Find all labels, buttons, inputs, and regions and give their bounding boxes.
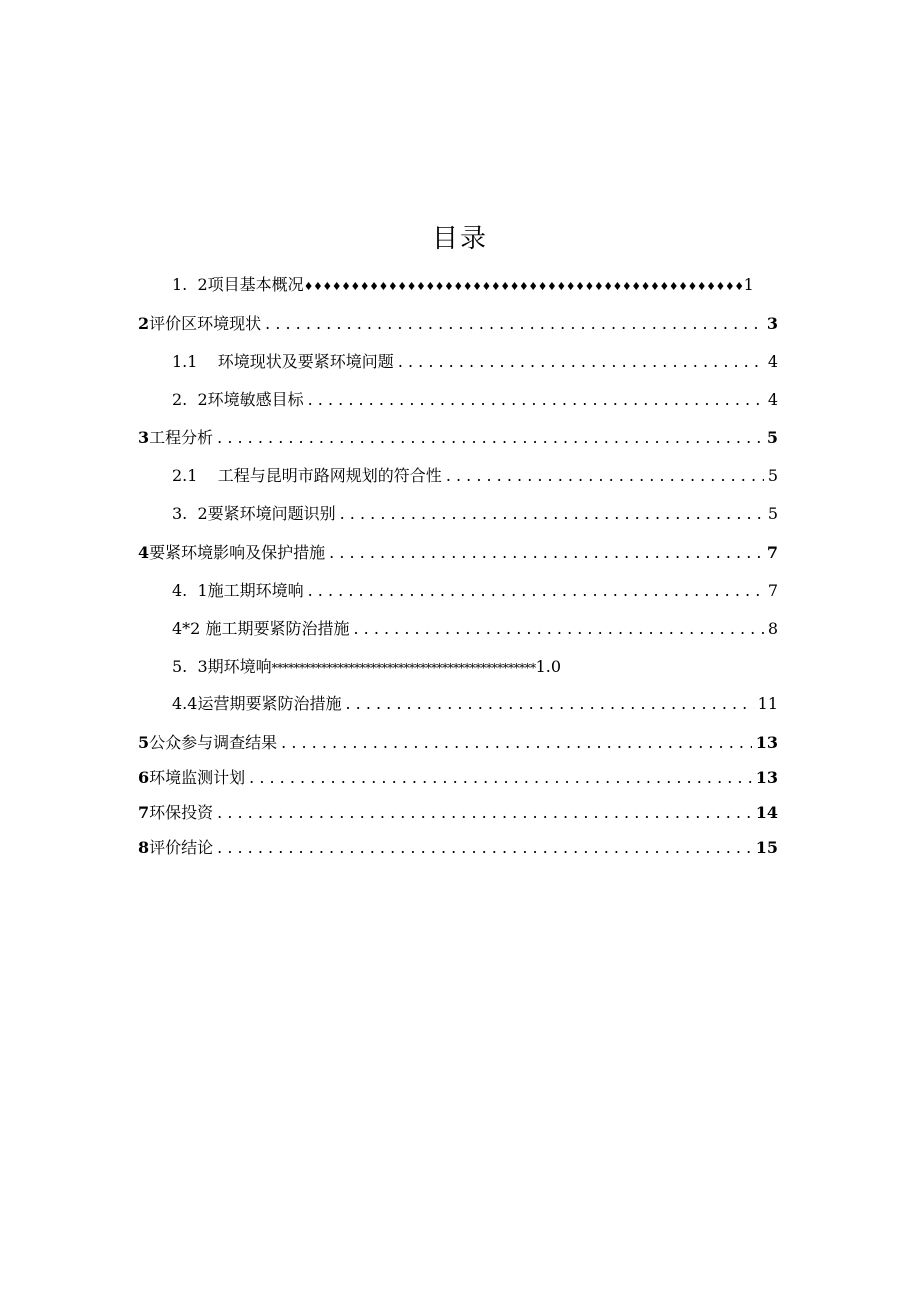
toc-entry-label: 评价区环境现状	[149, 314, 262, 333]
toc-entry-label: 2要紧环境问题识别	[197, 504, 336, 523]
toc-entry[interactable]	[172, 275, 752, 297]
toc-entry-page: 1.0	[535, 657, 562, 676]
toc-entry-page: 11	[757, 694, 778, 713]
toc-entry[interactable]	[138, 733, 778, 753]
toc-entry[interactable]	[172, 466, 778, 486]
toc-entry-page: 3	[766, 314, 778, 333]
toc-entry-prefix: 1.1	[172, 352, 198, 371]
toc-entry-label: 1施工期环境响	[197, 581, 304, 600]
toc-entry-label: 环境监测计划	[149, 768, 246, 787]
toc-leader-dots	[308, 581, 764, 601]
toc-leader-dots	[353, 619, 763, 639]
toc-entry-label: 环境现状及要紧环境问题	[217, 352, 394, 371]
toc-entry-label: 公众参与调查结果	[149, 733, 278, 752]
toc-leader-dots	[265, 314, 763, 334]
toc-entry-label: 评价结论	[149, 838, 214, 857]
toc-entry-page: 13	[755, 768, 778, 787]
toc-leader-dots	[308, 390, 764, 410]
toc-entry-number: 2	[138, 314, 150, 333]
toc-entry-label: 2环境敏感目标	[197, 390, 304, 409]
toc-entry[interactable]	[172, 352, 778, 372]
toc-leader-dots	[217, 803, 752, 823]
toc-entry-page: 1	[743, 275, 754, 294]
toc-entry-prefix: 1.	[172, 275, 188, 294]
toc-entry[interactable]	[172, 581, 778, 601]
toc-entry-page: 15	[755, 838, 778, 857]
toc-entry-label: 工程与昆明市路网规划的符合性	[217, 466, 442, 485]
toc-leader-dots	[249, 768, 752, 788]
toc-entry[interactable]	[172, 619, 778, 639]
toc-entry-page: 8	[767, 619, 778, 638]
toc-entry-prefix: 3.	[172, 504, 188, 523]
toc-entry-label: 施工期要紧防治措施	[205, 619, 350, 638]
toc-leader-dots	[340, 504, 764, 524]
toc-entry-number: 5	[138, 733, 150, 752]
toc-leader-dots	[446, 466, 764, 486]
toc-entry[interactable]	[172, 694, 778, 714]
toc-entry-page: 5	[767, 466, 778, 485]
toc-entry-fill: ************************************************	[271, 661, 536, 675]
toc-entry[interactable]	[138, 428, 778, 448]
toc-entry[interactable]	[138, 314, 778, 334]
page-title: 目录	[431, 224, 488, 254]
toc-entry-label: 环保投资	[149, 803, 214, 822]
toc-entry[interactable]	[172, 390, 778, 410]
toc-entry-page: 4	[767, 352, 778, 371]
toc-entry-number: 6	[138, 768, 150, 787]
toc-entry[interactable]	[172, 504, 778, 524]
toc-entry-prefix: 4*2	[172, 619, 201, 638]
toc-entry-prefix: 4.	[172, 581, 188, 600]
toc-leader-dots	[398, 352, 764, 372]
toc-entry-prefix: 4.4	[172, 694, 198, 713]
toc-leader-dots	[329, 543, 763, 563]
toc-entry-label: 工程分析	[149, 428, 214, 447]
toc-entry[interactable]	[138, 543, 778, 563]
toc-leader-dots	[217, 428, 763, 448]
toc-leader-dots	[345, 694, 753, 714]
toc-leader-dots	[281, 733, 752, 753]
toc-entry-label: 要紧环境影响及保护措施	[149, 543, 326, 562]
toc-entry-label: 2项目基本概况	[197, 275, 304, 294]
toc-entry-prefix: 2.1	[172, 466, 198, 485]
toc-entry-page: 5	[766, 428, 778, 447]
toc-entry-fill: ♦♦♦♦♦♦♦♦♦♦♦♦♦♦♦♦♦♦♦♦♦♦♦♦♦♦♦♦♦♦♦♦♦♦♦♦♦♦♦♦♦♦♦♦♦♦♦	[303, 280, 744, 293]
toc-entry-number: 3	[138, 428, 150, 447]
toc-entry-number: 8	[138, 838, 150, 857]
toc-entry-page: 7	[766, 543, 778, 562]
toc-entry-page: 7	[767, 581, 778, 600]
toc-entry-label: 运营期要紧防治措施	[197, 694, 342, 713]
toc-entry[interactable]	[172, 657, 732, 678]
toc-entry-page: 14	[755, 803, 778, 822]
toc-entry[interactable]	[138, 768, 778, 788]
toc-entry-prefix: 5.	[172, 657, 188, 676]
toc-leader-dots	[217, 838, 752, 858]
toc-entry[interactable]	[138, 838, 778, 858]
toc-entry-page: 4	[767, 390, 778, 409]
toc-entry-number: 7	[138, 803, 150, 822]
toc-entry-number: 4	[138, 543, 150, 562]
toc-entry-page: 5	[767, 504, 778, 523]
toc-entry-prefix: 2.	[172, 390, 188, 409]
toc-entry-page: 13	[755, 733, 778, 752]
toc-entry-label: 3期环境响	[197, 657, 272, 676]
toc-entry[interactable]	[138, 803, 778, 823]
